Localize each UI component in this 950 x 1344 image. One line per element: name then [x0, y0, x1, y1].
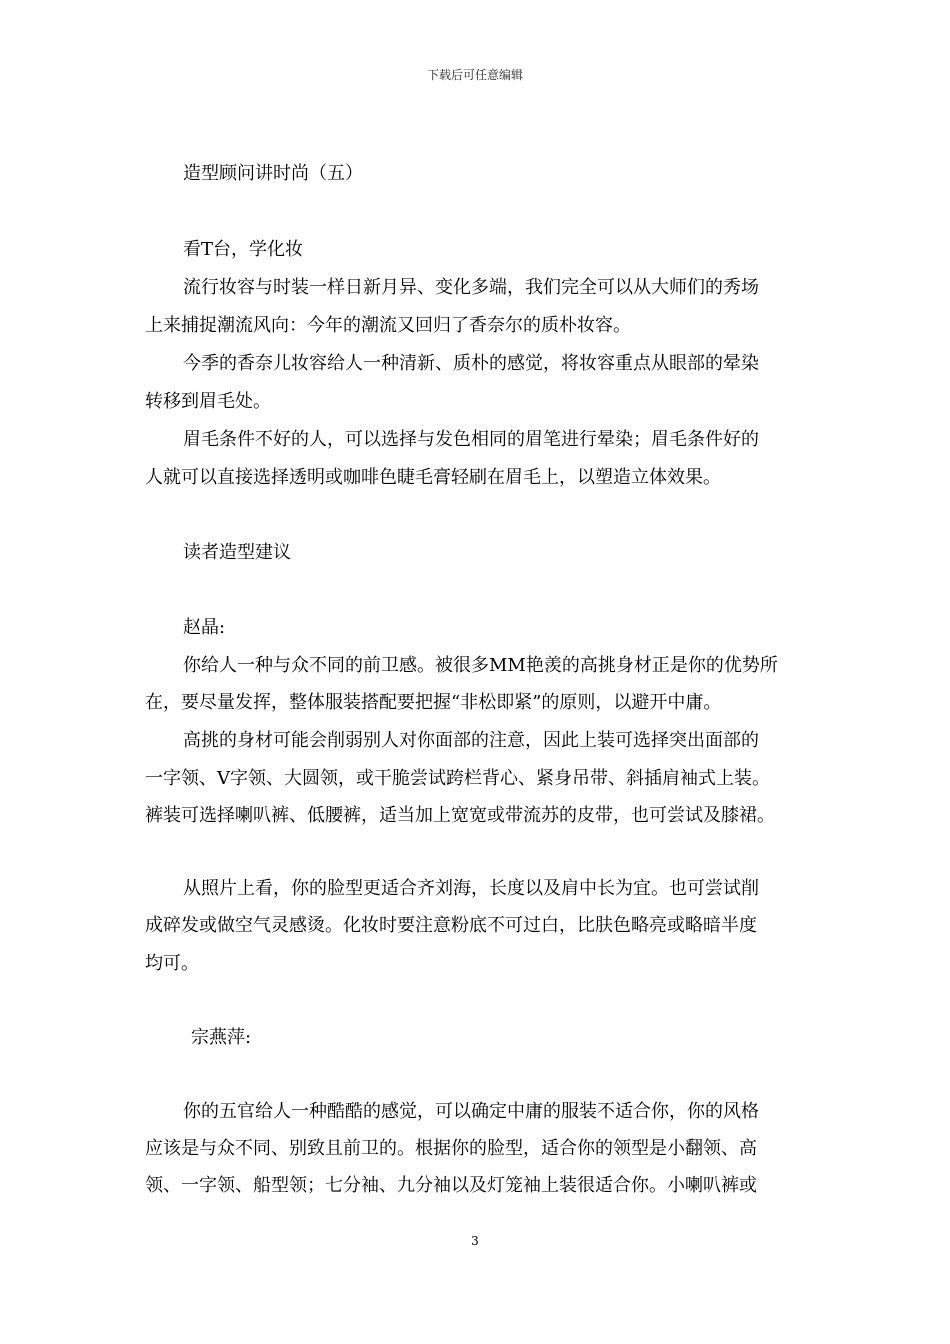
- section-heading-runway: 看T台，学化妆: [183, 239, 304, 260]
- paragraph-line: 在，要尽量发挥，整体服装搭配要把握“非松即紧”的原则，以避开中庸。: [145, 692, 722, 713]
- paragraph-line: 流行妆容与时装一样日新月异、变化多端，我们完全可以从大师们的秀场: [183, 277, 759, 298]
- paragraph-line: 你给人一种与众不同的前卫感。被很多MM艳羡的高挑身材正是你的优势所: [183, 655, 778, 676]
- paragraph-line: 从照片上看，你的脸型更适合齐刘海，长度以及肩中长为宜。也可尝试削: [183, 878, 759, 899]
- reader-name-zongyanping: 宗燕萍:: [191, 1027, 252, 1048]
- paragraph-line: 领、一字领、船型领；七分袖、九分袖以及灯笼袖上装很适合你。小喇叭裤或: [145, 1175, 757, 1196]
- paragraph-line: 你的五官给人一种酷酷的感觉，可以确定中庸的服装不适合你，你的风格: [183, 1101, 759, 1122]
- paragraph-line: 高挑的身材可能会削弱别人对你面部的注意，因此上装可选择突出面部的: [183, 730, 759, 751]
- page-number: 3: [471, 1234, 479, 1248]
- paragraph-line: 应该是与众不同、别致且前卫的。根据你的脸型，适合你的领型是小翻领、高: [145, 1138, 757, 1159]
- paragraph-line: 转移到眉毛处。: [145, 391, 271, 412]
- paragraph-line: 今季的香奈儿妆容给人一种清新、质朴的感觉，将妆容重点从眼部的晕染: [183, 353, 759, 374]
- paragraph-line: 一字领、V字领、大圆领，或干脆尝试跨栏背心、紧身吊带、斜插肩袖式上装。: [145, 768, 770, 789]
- page-header: 下载后可任意编辑: [426, 68, 523, 82]
- paragraph-line: 均可。: [145, 953, 199, 974]
- article-title: 造型顾问讲时尚（五）: [183, 163, 363, 184]
- paragraph-line: 人就可以直接选择透明或咖啡色睫毛膏轻刷在眉毛上，以塑造立体效果。: [145, 467, 721, 488]
- paragraph-line: 裤装可选择喇叭裤、低腰裤，适当加上宽宽或带流苏的皮带，也可尝试及膝裙。: [145, 805, 775, 826]
- paragraph-line: 成碎发或做空气灵感烫。化妆时要注意粉底不可过白，比肤色略亮或略暗半度: [145, 915, 757, 936]
- paragraph-line: 上来捕捉潮流风向：今年的潮流又回归了香奈尔的质朴妆容。: [145, 315, 631, 336]
- section-heading-reader-advice: 读者造型建议: [183, 542, 291, 563]
- reader-name-zhaojing: 赵晶:: [183, 617, 226, 638]
- paragraph-line: 眉毛条件不好的人，可以选择与发色相同的眉笔进行晕染；眉毛条件好的: [183, 429, 759, 450]
